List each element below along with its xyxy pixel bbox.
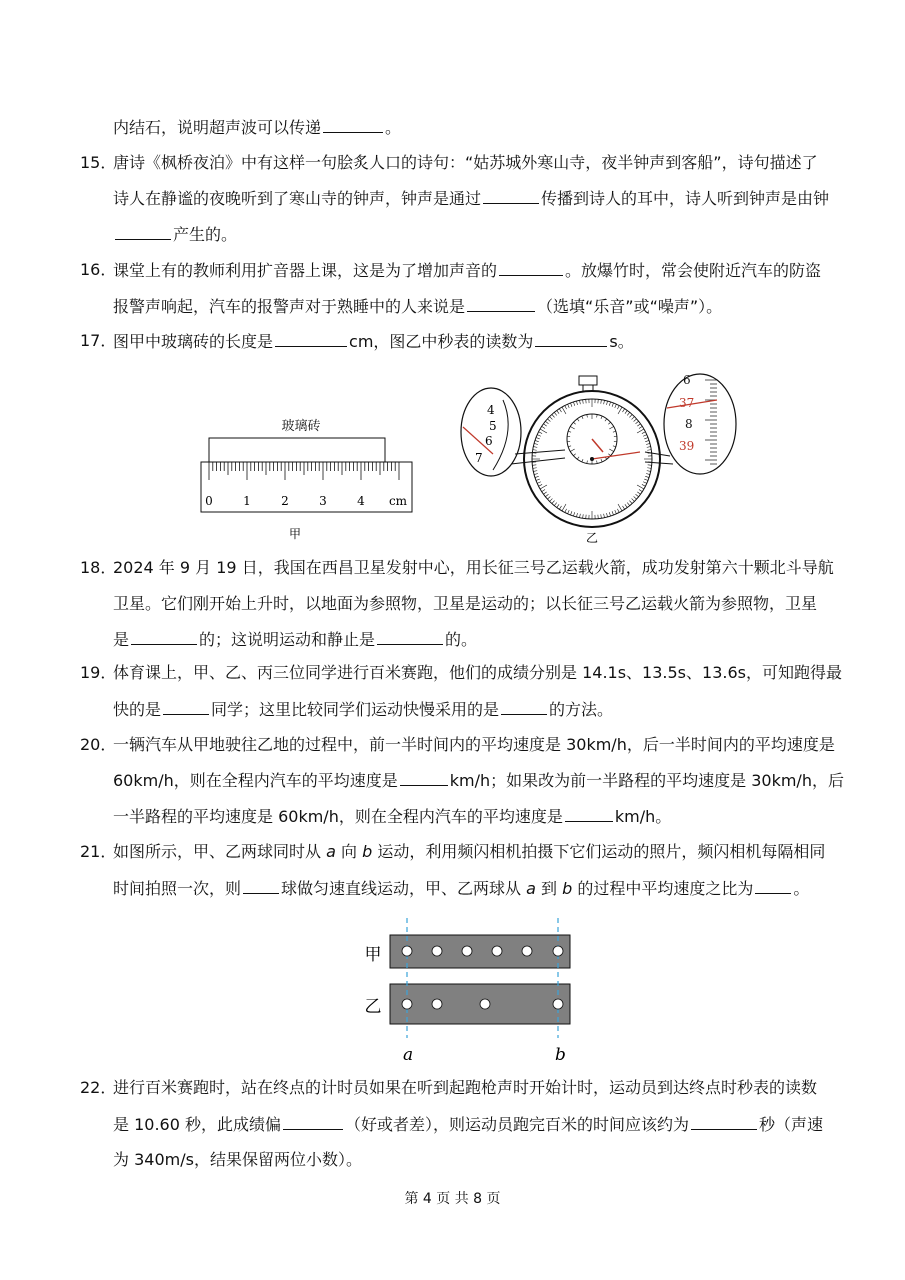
q21-line1: 如图所示，甲、乙两球同时从 a 向 b 运动，利用频闪相机拍摄下它们运动的照片，频闪相机每隔相同 bbox=[113, 842, 826, 861]
ruler-figure bbox=[195, 410, 420, 550]
q22-line1: 进行百米赛跑时，站在终点的计时员如果在听到起跑枪声时开始计时，运动员到达终点时秒表的读数 bbox=[113, 1078, 818, 1097]
question-number: 21． bbox=[80, 842, 117, 861]
right-zoom-label: 8 bbox=[685, 417, 693, 431]
ball-jia bbox=[522, 946, 532, 956]
ruler-tick-label: 3 bbox=[319, 494, 327, 508]
ruler-tick-label: 0 bbox=[205, 494, 213, 508]
ruler-tick-label: 1 bbox=[243, 494, 251, 508]
q21-line2: 时间拍照一次，则 球做匀速直线运动，甲、乙两球从 a 到 b 的过程中平均速度之比为 。 bbox=[113, 879, 810, 898]
q15-line1: 唐诗《枫桥夜泊》中有这样一句脍炙人口的诗句：“姑苏城外寒山寺，夜半钟声到客船”，诗句描述了 bbox=[113, 153, 818, 172]
ruler-tick-label: 2 bbox=[281, 494, 289, 508]
ball-jia bbox=[492, 946, 502, 956]
question-number: 16． bbox=[80, 260, 117, 279]
q20-line2: 60km/h，则在全程内汽车的平均速度是 km/h；如果改为前一半路程的平均速度是 30km/h，后 bbox=[113, 771, 844, 790]
answer-blank[interactable] bbox=[755, 878, 791, 894]
ball-yi bbox=[553, 999, 563, 1009]
question-number: 15． bbox=[80, 153, 117, 172]
row-label-yi: 乙 bbox=[364, 997, 382, 1017]
ball-jia bbox=[432, 946, 442, 956]
answer-blank[interactable] bbox=[499, 260, 563, 276]
q20-line1: 一辆汽车从甲地驶往乙地的过程中，前一半时间内的平均速度是 30km/h，后一半时间内的平均速度是 bbox=[113, 735, 835, 754]
question-number: 20． bbox=[80, 735, 117, 754]
ball-yi bbox=[402, 999, 412, 1009]
ball-jia bbox=[462, 946, 472, 956]
right-zoom-label: 6 bbox=[683, 373, 691, 387]
q16-line1: 课堂上有的教师利用扩音器上课，这是为了增加声音的 。放爆竹时，常会使附近汽车的防盗 bbox=[113, 261, 822, 280]
answer-blank[interactable] bbox=[377, 629, 443, 645]
point-b-label: b bbox=[555, 1045, 566, 1065]
q14-tail: 内结石，说明超声波可以传递 。 bbox=[113, 118, 402, 137]
stopwatch-figure bbox=[455, 372, 745, 547]
left-zoom-label: 6 bbox=[485, 434, 493, 448]
question-number: 19． bbox=[80, 663, 117, 682]
q18-line1: 2024 年 9 月 19 日，我国在西昌卫星发射中心，用长征三号乙运载火箭，成功发射第六十颗北斗导航 bbox=[113, 558, 834, 577]
answer-blank[interactable] bbox=[467, 296, 535, 312]
q22-line2: 是 10.60 秒，此成绩偏 （好或者差），则运动员跑完百米的时间应该约为 秒（声速 bbox=[113, 1115, 824, 1134]
answer-blank[interactable] bbox=[501, 699, 547, 715]
strobe-figure bbox=[355, 910, 585, 1070]
glass-brick-label: 玻璃砖 bbox=[281, 419, 321, 434]
left-zoom-label: 5 bbox=[489, 419, 497, 433]
page-footer: 第 4 页 共 8 页 bbox=[404, 1191, 501, 1207]
answer-blank[interactable] bbox=[243, 878, 279, 894]
q16-line2: 报警声响起，汽车的报警声对于熟睡中的人来说是 （选填“乐音”或“噪声”）。 bbox=[113, 297, 723, 316]
q18-line3: 是 的；这说明运动和静止是 的。 bbox=[113, 630, 478, 649]
right-zoom-label: 37 bbox=[679, 396, 695, 410]
q17-line1: 图甲中玻璃砖的长度是 cm，图乙中秒表的读数为 s。 bbox=[113, 332, 634, 351]
question-number: 18． bbox=[80, 558, 117, 577]
answer-blank[interactable] bbox=[131, 629, 197, 645]
answer-blank[interactable] bbox=[275, 331, 347, 347]
row-label-jia: 甲 bbox=[364, 945, 382, 965]
left-zoom-label: 7 bbox=[475, 451, 483, 465]
right-zoom-bubble bbox=[664, 374, 736, 474]
figure-caption-yi: 乙 bbox=[585, 531, 599, 545]
question-number: 22． bbox=[80, 1078, 117, 1097]
ball-jia bbox=[553, 946, 563, 956]
answer-blank[interactable] bbox=[483, 188, 539, 204]
answer-blank[interactable] bbox=[323, 117, 383, 133]
answer-blank[interactable] bbox=[163, 699, 209, 715]
q20-line3: 一半路程的平均速度是 60km/h，则在全程内汽车的平均速度是 km/h。 bbox=[113, 807, 672, 826]
hand-pivot bbox=[590, 457, 594, 461]
ruler-unit: cm bbox=[388, 494, 408, 508]
glass-brick bbox=[209, 438, 385, 462]
q22-line3: 为 340m/s，结果保留两位小数）。 bbox=[113, 1150, 362, 1169]
answer-blank[interactable] bbox=[565, 806, 613, 822]
left-zoom-label: 4 bbox=[487, 403, 495, 417]
stopwatch-crown bbox=[579, 376, 597, 385]
q19-line1: 体育课上，甲、乙、丙三位同学进行百米赛跑，他们的成绩分别是 14.1s、13.5s、13.6s，可知跑得最 bbox=[113, 663, 842, 682]
q19-line2: 快的是 同学；这里比较同学们运动快慢采用的是 的方法。 bbox=[113, 700, 614, 719]
q18-line2: 卫星。它们刚开始上升时，以地面为参照物，卫星是运动的；以长征三号乙运载火箭为参照物，卫星 bbox=[113, 594, 818, 613]
answer-blank[interactable] bbox=[283, 1114, 343, 1130]
ruler-tick-label: 4 bbox=[357, 494, 365, 508]
q15-line2: 诗人在静谧的夜晚听到了寒山寺的钟声，钟声是通过 传播到诗人的耳中，诗人听到钟声是由钟 bbox=[113, 189, 830, 208]
right-zoom-label: 39 bbox=[679, 439, 695, 453]
question-number: 17． bbox=[80, 331, 117, 350]
answer-blank[interactable] bbox=[691, 1114, 757, 1130]
point-a-label: a bbox=[403, 1045, 414, 1065]
figure-caption-jia: 甲 bbox=[288, 527, 302, 541]
q15-line3: 产生的。 bbox=[113, 224, 237, 245]
ball-yi bbox=[480, 999, 490, 1009]
strip-jia bbox=[390, 935, 570, 968]
ball-jia bbox=[402, 946, 412, 956]
answer-blank[interactable] bbox=[400, 770, 448, 786]
answer-blank[interactable] bbox=[535, 331, 607, 347]
ball-yi bbox=[432, 999, 442, 1009]
answer-blank[interactable] bbox=[115, 224, 171, 240]
